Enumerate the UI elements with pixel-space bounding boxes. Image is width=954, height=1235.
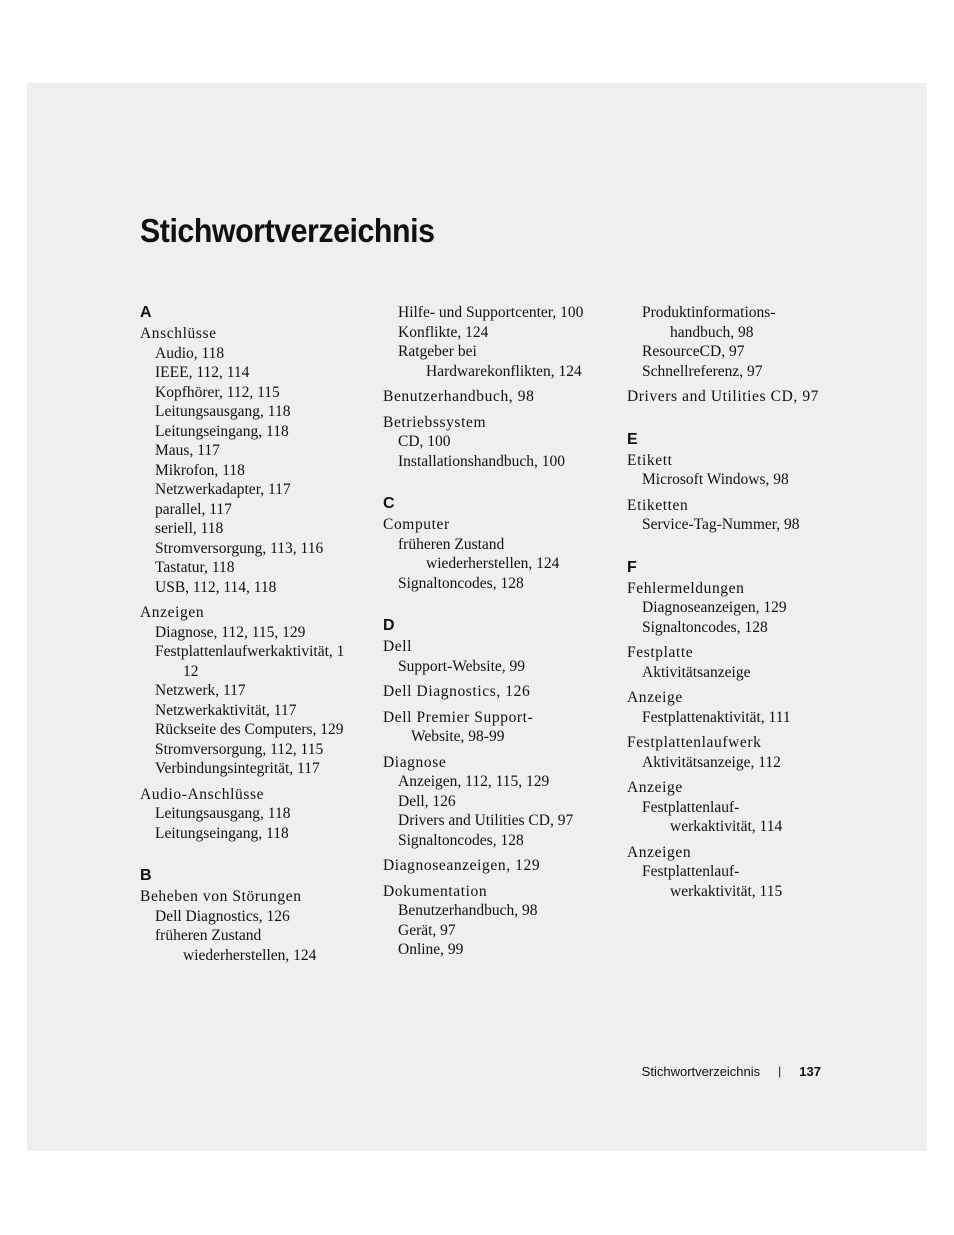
page-title: Stichwortverzeichnis bbox=[140, 212, 435, 249]
sub-entry-text: USB, 112, 114, 118 bbox=[155, 578, 277, 596]
sub-entry bbox=[140, 422, 370, 442]
sub-entry bbox=[140, 623, 370, 643]
index-entry bbox=[383, 856, 613, 876]
entry-term: Benutzerhandbuch, 98 bbox=[383, 388, 535, 405]
sub-entry-text: Aktivitätsanzeige, 112 bbox=[642, 753, 781, 771]
sub-entry-continuation: handbuch, 98 bbox=[670, 323, 754, 341]
index-entry bbox=[140, 785, 370, 844]
sub-entry bbox=[627, 618, 857, 638]
section-letter: C bbox=[383, 495, 395, 512]
index-entry bbox=[383, 303, 613, 381]
section-gap bbox=[383, 471, 613, 494]
entry-term: Diagnose bbox=[383, 753, 447, 771]
sub-entry bbox=[383, 657, 613, 677]
sub-entry-text: Rückseite des Computers, 129 bbox=[155, 721, 344, 738]
sub-entry-text: Tastatur, 118 bbox=[155, 559, 235, 576]
sub-entry bbox=[383, 323, 613, 343]
sub-entry-text: CD, 100 bbox=[398, 433, 451, 450]
entry-term: Anzeige bbox=[627, 689, 683, 706]
sub-entry bbox=[140, 926, 370, 965]
entry-term: Etikett bbox=[627, 451, 673, 469]
sub-entry-text: Gerät, 97 bbox=[398, 921, 456, 939]
sub-entry bbox=[140, 740, 370, 760]
sub-entry-text: Signaltoncodes, 128 bbox=[642, 618, 768, 636]
sub-entry-text: Festplattenlauf- bbox=[642, 798, 740, 816]
entry-term: Computer bbox=[383, 516, 450, 533]
index-column-1 bbox=[140, 303, 370, 965]
sub-entry-text: Leitungseingang, 118 bbox=[155, 824, 289, 842]
index-entry bbox=[140, 324, 370, 597]
sub-entry-continuation: werkaktivität, 114 bbox=[670, 818, 783, 835]
sub-entry-text: Installationshandbuch, 100 bbox=[398, 452, 566, 470]
sub-entry bbox=[383, 792, 613, 812]
index-entry bbox=[383, 387, 613, 407]
sub-entry-text: Netzwerk, 117 bbox=[155, 682, 246, 699]
sub-entry-text: Diagnose, 112, 115, 129 bbox=[155, 623, 306, 641]
index-entry bbox=[627, 387, 857, 407]
sub-entry-text: Dell, 126 bbox=[398, 792, 456, 810]
sub-entry-continuation: werkaktivität, 115 bbox=[670, 882, 783, 900]
sub-entry bbox=[140, 681, 370, 701]
entry-term: Diagnoseanzeigen, 129 bbox=[383, 857, 541, 874]
sub-entry-text: Konflikte, 124 bbox=[398, 323, 489, 341]
entry-term: Fehlermeldungen bbox=[627, 579, 745, 597]
entry-term: Betriebssystem bbox=[383, 413, 487, 431]
sub-entry-text: Signaltoncodes, 128 bbox=[398, 831, 524, 849]
sub-entry-text: Verbindungsintegrität, 117 bbox=[155, 760, 320, 777]
entry-term: Anzeige bbox=[627, 779, 683, 796]
sub-entry bbox=[140, 461, 370, 481]
sub-entry-text: Leitungsausgang, 118 bbox=[155, 403, 291, 420]
sub-entry-text: Aktivitätsanzeige bbox=[642, 663, 751, 681]
sub-entry bbox=[140, 701, 370, 721]
section-letter: E bbox=[627, 430, 638, 448]
sub-entry-text: seriell, 118 bbox=[155, 520, 224, 537]
sub-entry bbox=[140, 441, 370, 461]
section-gap bbox=[140, 843, 370, 866]
sub-entry-text: früheren Zustand bbox=[155, 927, 262, 944]
sub-entry bbox=[383, 772, 613, 792]
sub-entry-text: Netzwerkaktivität, 117 bbox=[155, 701, 297, 719]
sub-entry-text: IEEE, 112, 114 bbox=[155, 364, 250, 381]
entry-term: Audio-Anschlüsse bbox=[140, 785, 265, 803]
sub-entry-text: Mikrofon, 118 bbox=[155, 461, 245, 479]
sub-entry-text: früheren Zustand bbox=[398, 535, 505, 553]
sub-entry-text: Kopfhörer, 112, 115 bbox=[155, 383, 280, 401]
entry-term: Dokumentation bbox=[383, 882, 488, 900]
sub-entry-text: Ratgeber bei bbox=[398, 343, 477, 360]
sub-entry bbox=[383, 535, 613, 574]
sub-entry bbox=[140, 519, 370, 539]
sub-entry-continuation: 12 bbox=[183, 662, 199, 680]
sub-entry bbox=[140, 759, 370, 779]
index-entry bbox=[627, 733, 857, 772]
section-letter: D bbox=[383, 617, 395, 634]
index-entry bbox=[383, 637, 613, 676]
sub-entry-continuation: wiederherstellen, 124 bbox=[426, 555, 560, 572]
sub-entry bbox=[140, 500, 370, 520]
index-entry bbox=[383, 708, 613, 747]
entry-term: Festplattenlaufwerk bbox=[627, 734, 762, 751]
index-entry bbox=[383, 882, 613, 960]
sub-entry-text: Produktinformations- bbox=[642, 304, 776, 321]
sub-entry-text: Signaltoncodes, 128 bbox=[398, 574, 524, 592]
sub-entry bbox=[140, 344, 370, 364]
sub-entry bbox=[383, 940, 613, 960]
entry-term: Anzeigen bbox=[627, 843, 692, 861]
sub-entry bbox=[627, 362, 857, 382]
sub-entry bbox=[140, 480, 370, 500]
sub-entry-continuation: Hardwarekonflikten, 124 bbox=[426, 362, 582, 380]
entry-term: Drivers and Utilities CD, 97 bbox=[627, 388, 820, 405]
sub-entry bbox=[383, 303, 613, 323]
sub-entry-text: Stromversorgung, 113, 116 bbox=[155, 539, 324, 557]
sub-entry-text: Microsoft Windows, 98 bbox=[642, 471, 789, 488]
index-entry bbox=[140, 887, 370, 965]
sub-entry bbox=[140, 720, 370, 740]
index-entry bbox=[140, 603, 370, 779]
section-letter: A bbox=[140, 304, 152, 321]
entry-term: Dell Premier Support- bbox=[383, 708, 534, 726]
sub-entry-text: Anzeigen, 112, 115, 129 bbox=[398, 773, 550, 790]
sub-entry-text: Leitungsausgang, 118 bbox=[155, 805, 291, 822]
sub-entry-text: Benutzerhandbuch, 98 bbox=[398, 902, 538, 919]
entry-term: Etiketten bbox=[627, 496, 689, 514]
page-footer bbox=[642, 1062, 821, 1080]
sub-entry-text: Netzwerkadapter, 117 bbox=[155, 481, 291, 498]
index-entry bbox=[383, 515, 613, 593]
sub-entry bbox=[140, 642, 370, 681]
page-number: 137 bbox=[799, 1063, 821, 1079]
index-entry bbox=[627, 579, 857, 638]
index-column-2 bbox=[383, 303, 613, 960]
index-entry bbox=[627, 496, 857, 535]
section-letter: F bbox=[627, 558, 637, 576]
footer-section-title: Stichwortverzeichnis bbox=[641, 1063, 761, 1079]
sub-entry bbox=[383, 574, 613, 594]
sub-entry bbox=[140, 402, 370, 422]
index-entry bbox=[627, 303, 857, 381]
sub-entry bbox=[383, 342, 613, 381]
sub-entry bbox=[140, 824, 370, 844]
index-entry bbox=[627, 778, 857, 837]
entry-term: Beheben von Störungen bbox=[140, 888, 302, 905]
sub-entry-text: Support-Website, 99 bbox=[398, 657, 526, 675]
entry-term: Festplatte bbox=[627, 644, 694, 661]
sub-entry bbox=[140, 558, 370, 578]
sub-entry bbox=[140, 363, 370, 383]
sub-entry-text: Audio, 118 bbox=[155, 344, 225, 362]
index-entry bbox=[627, 643, 857, 682]
sub-entry-text: Online, 99 bbox=[398, 941, 464, 958]
sub-entry bbox=[140, 383, 370, 403]
sub-entry bbox=[383, 831, 613, 851]
index-entry bbox=[383, 682, 613, 702]
index-entry bbox=[627, 843, 857, 902]
sub-entry bbox=[383, 811, 613, 831]
sub-entry bbox=[140, 907, 370, 927]
section-gap bbox=[627, 535, 857, 558]
sub-entry-text: ResourceCD, 97 bbox=[642, 343, 745, 360]
sub-entry bbox=[627, 708, 857, 728]
index-entry bbox=[383, 753, 613, 851]
sub-entry bbox=[627, 303, 857, 342]
footer-separator: | bbox=[778, 1064, 782, 1078]
sub-entry bbox=[627, 342, 857, 362]
sub-entry-text: Hilfe- und Supportcenter, 100 bbox=[398, 304, 584, 321]
section-gap bbox=[627, 407, 857, 430]
sub-entry-text: Leitungseingang, 118 bbox=[155, 422, 289, 440]
sub-entry bbox=[627, 598, 857, 618]
index-entry bbox=[383, 413, 613, 472]
sub-entry bbox=[140, 578, 370, 598]
sub-entry-continuation: wiederherstellen, 124 bbox=[183, 946, 317, 964]
sub-entry-text: Diagnoseanzeigen, 129 bbox=[642, 599, 787, 616]
sub-entry bbox=[383, 921, 613, 941]
sub-entry-text: Service-Tag-Nummer, 98 bbox=[642, 516, 800, 533]
sub-entry bbox=[383, 432, 613, 452]
entry-term: Anschlüsse bbox=[140, 325, 217, 342]
sub-entry-text: parallel, 117 bbox=[155, 500, 232, 518]
sub-entry-text: Festplattenlauf- bbox=[642, 863, 740, 880]
sub-entry bbox=[140, 804, 370, 824]
sub-entry bbox=[627, 663, 857, 683]
sub-entry bbox=[383, 452, 613, 472]
sub-entry-text: Drivers and Utilities CD, 97 bbox=[398, 812, 574, 829]
sub-entry bbox=[627, 515, 857, 535]
sub-entry-text: Festplattenaktivität, 111 bbox=[642, 708, 791, 726]
index-entry bbox=[627, 451, 857, 490]
sub-entry-text: Maus, 117 bbox=[155, 442, 220, 459]
sub-entry-text: Stromversorgung, 112, 115 bbox=[155, 740, 324, 758]
sub-entry bbox=[627, 862, 857, 901]
section-letter: B bbox=[140, 867, 152, 884]
sub-entry bbox=[627, 753, 857, 773]
sub-entry bbox=[140, 539, 370, 559]
sub-entry-text: Schnellreferenz, 97 bbox=[642, 362, 763, 380]
sub-entry-text: Dell Diagnostics, 126 bbox=[155, 907, 290, 925]
entry-term: Dell bbox=[383, 638, 413, 655]
sub-entry bbox=[627, 798, 857, 837]
entry-term: Dell Diagnostics, 126 bbox=[383, 683, 531, 700]
sub-entry bbox=[383, 901, 613, 921]
entry-term-continuation: Website, 98-99 bbox=[411, 728, 505, 745]
entry-term: Anzeigen bbox=[140, 604, 205, 621]
section-gap bbox=[383, 593, 613, 616]
sub-entry-text: Festplattenlaufwerkaktivität, 1 bbox=[155, 643, 345, 660]
index-entry bbox=[627, 688, 857, 727]
index-column-3 bbox=[627, 303, 857, 901]
sub-entry bbox=[627, 470, 857, 490]
